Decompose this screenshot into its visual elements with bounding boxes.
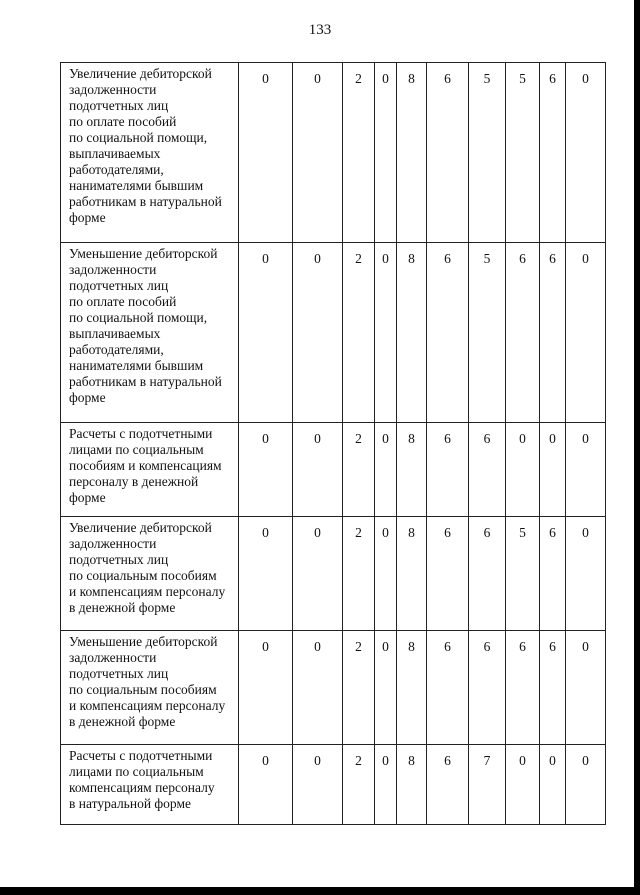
code-digit: 2 (343, 517, 375, 631)
code-digit: 2 (343, 63, 375, 243)
row-label: Увеличение дебиторской задолженности подотчетных лиц по социальным пособиям и компенсациям персоналу в денежной форме (61, 517, 239, 631)
code-digit: 0 (293, 63, 343, 243)
code-digit: 0 (239, 745, 293, 825)
code-digit: 0 (566, 243, 606, 423)
code-digit: 0 (293, 745, 343, 825)
code-digit: 0 (239, 631, 293, 745)
code-digit: 5 (469, 63, 506, 243)
code-digit: 6 (469, 631, 506, 745)
table-row (61, 243, 606, 423)
code-digit: 0 (293, 631, 343, 745)
code-digit: 0 (506, 745, 540, 825)
code-digit: 0 (293, 243, 343, 423)
row-label: Расчеты с подотчетными лицами по социальным компенсациям персоналу в натуральной форме (61, 745, 239, 825)
code-digit: 8 (397, 745, 427, 825)
code-digit: 7 (469, 745, 506, 825)
row-label: Уменьшение дебиторской задолженности подотчетных лиц по социальным пособиям и компенсациям персоналу в денежной форме (61, 631, 239, 745)
code-digit: 0 (540, 745, 566, 825)
code-digit: 0 (540, 423, 566, 517)
code-digit: 8 (397, 517, 427, 631)
code-digit: 0 (566, 745, 606, 825)
code-digit: 5 (506, 517, 540, 631)
code-digit: 2 (343, 631, 375, 745)
code-digit: 6 (427, 243, 469, 423)
code-digit: 2 (343, 745, 375, 825)
table-row (61, 631, 606, 745)
code-digit: 0 (239, 517, 293, 631)
code-digit: 6 (427, 631, 469, 745)
code-digit: 5 (506, 63, 540, 243)
code-digit: 6 (540, 631, 566, 745)
code-digit: 6 (540, 517, 566, 631)
code-digit: 5 (469, 243, 506, 423)
row-label: Уменьшение дебиторской задолженности подотчетных лиц по оплате пособий по социальной помощи, выплачиваемых работодателями, нанимателями бывшим работникам в натуральной форме (61, 243, 239, 423)
code-digit: 6 (427, 517, 469, 631)
code-digit: 0 (293, 517, 343, 631)
code-digit: 6 (427, 745, 469, 825)
code-digit: 6 (469, 517, 506, 631)
row-label: Расчеты с подотчетными лицами по социальным пособиям и компенсациям персоналу в денежной форме (61, 423, 239, 517)
table-row (61, 517, 606, 631)
code-digit: 8 (397, 631, 427, 745)
code-digit: 0 (566, 631, 606, 745)
code-digit: 8 (397, 243, 427, 423)
code-digit: 0 (566, 423, 606, 517)
code-digit: 0 (375, 243, 397, 423)
table-row (61, 423, 606, 517)
code-digit: 0 (239, 243, 293, 423)
code-digit: 0 (239, 423, 293, 517)
code-digit: 6 (427, 423, 469, 517)
code-digit: 6 (506, 631, 540, 745)
scan-edge-right (634, 0, 640, 895)
code-digit: 8 (397, 63, 427, 243)
code-digit: 6 (540, 243, 566, 423)
scan-edge-bottom (0, 887, 640, 895)
table-row (61, 745, 606, 825)
code-digit: 0 (239, 63, 293, 243)
code-digit: 6 (540, 63, 566, 243)
code-digit: 8 (397, 423, 427, 517)
code-digit: 0 (375, 745, 397, 825)
code-digit: 6 (427, 63, 469, 243)
code-digit: 0 (375, 631, 397, 745)
table-row (61, 63, 606, 243)
code-digit: 2 (343, 423, 375, 517)
code-digit: 0 (506, 423, 540, 517)
code-digit: 0 (293, 423, 343, 517)
page-number: 133 (308, 22, 332, 38)
row-label: Увеличение дебиторской задолженности подотчетных лиц по оплате пособий по социальной помощи, выплачиваемых работодателями, нанимателями бывшим работникам в натуральной форме (61, 63, 239, 243)
code-digit: 2 (343, 243, 375, 423)
code-digit: 0 (566, 517, 606, 631)
code-digit: 0 (375, 63, 397, 243)
code-digit: 0 (375, 423, 397, 517)
code-digit: 0 (566, 63, 606, 243)
code-digit: 0 (375, 517, 397, 631)
code-digit: 6 (506, 243, 540, 423)
account-codes-table (60, 62, 606, 825)
code-digit: 6 (469, 423, 506, 517)
